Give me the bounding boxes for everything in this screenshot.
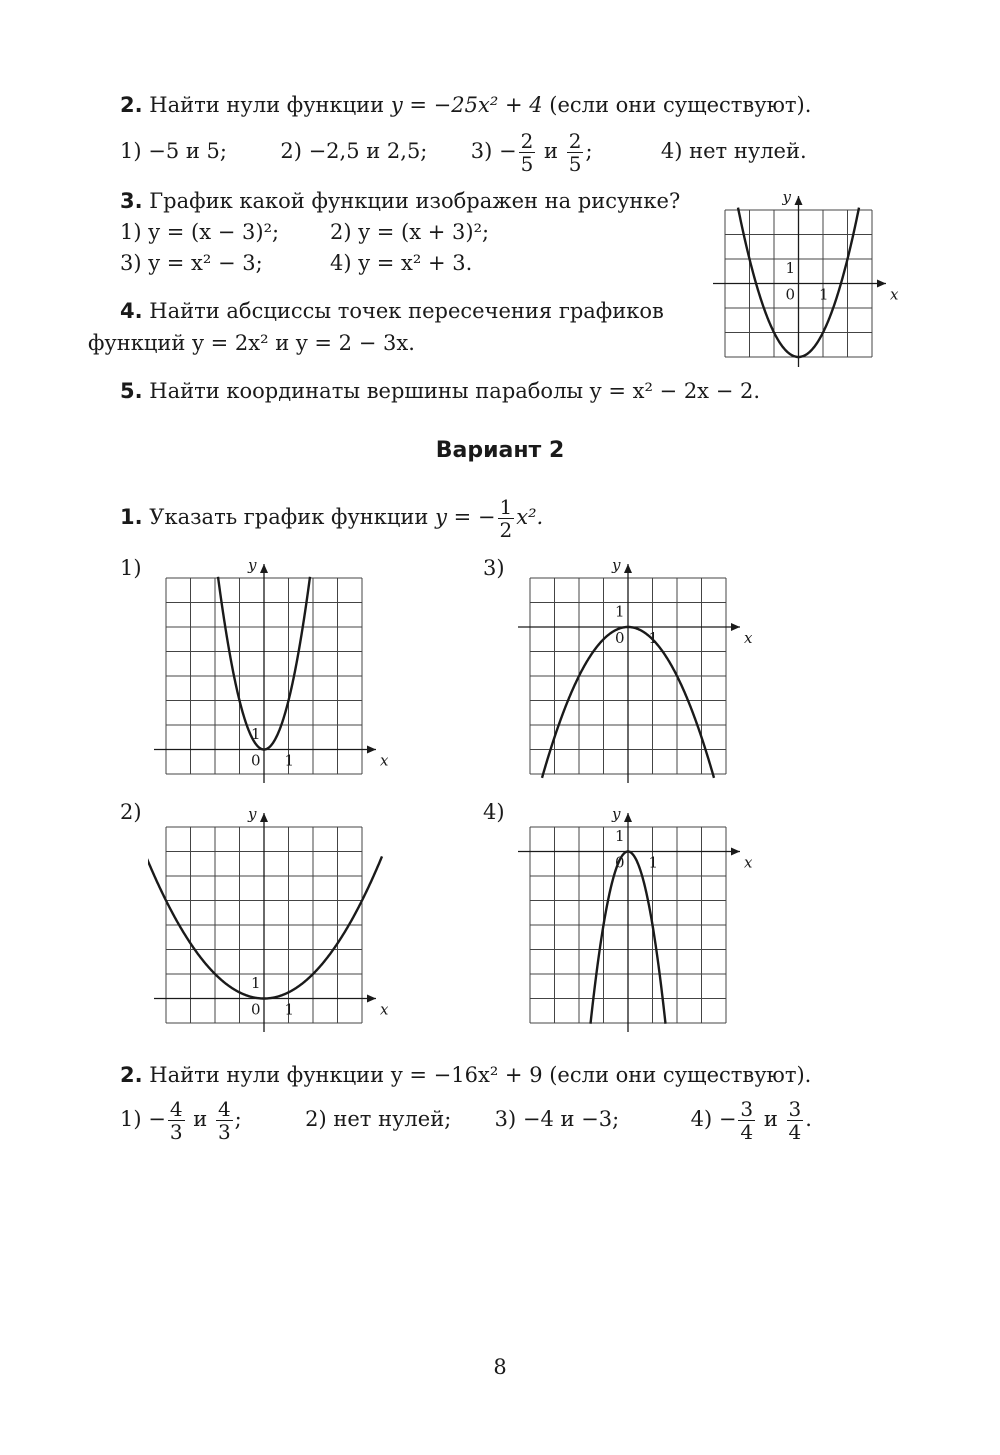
y-axis-label: y <box>248 805 257 823</box>
v2-task2-opt1: 1) − $\frac{4}{3}$ и $\frac{4}{3}$ ; <box>120 1097 242 1144</box>
x-axis-label: x <box>380 751 388 770</box>
v2-option4-graph <box>512 797 752 1032</box>
fraction: $\frac{4}{3}$ <box>169 1097 183 1144</box>
v1-task2-question: 2. Найти нули функции y = −25x² + 4 (если они существуют). <box>120 93 812 117</box>
v1-task2-opt4: 4) нет нулей. <box>660 139 807 163</box>
y-axis-label: y <box>612 805 621 823</box>
y-axis-arrow-icon <box>624 564 632 573</box>
v2-task1-opt2-label: 2) <box>120 800 142 824</box>
x-unit-label: 1 <box>284 751 295 770</box>
fraction: $\frac{4}{3}$ <box>217 1097 231 1144</box>
origin-label: 0 <box>251 1000 261 1019</box>
v2-task2-opt2: 2) нет нулей; <box>305 1107 452 1131</box>
v1-task3-opt3: 3) y = x² − 3; <box>120 251 263 275</box>
x-unit-label: 1 <box>284 1000 295 1019</box>
origin-label: 0 <box>615 629 625 647</box>
v1-task4-question: 4. Найти абсциссы точек пересечения графиков <box>120 299 664 323</box>
variant2-heading: Вариант 2 <box>435 438 565 463</box>
y-axis-label: y <box>612 556 621 574</box>
x-axis-arrow-icon <box>367 995 376 1003</box>
v2-task2-opt3: 3) −4 и −3; <box>494 1107 620 1131</box>
v1-task5-question: 5. Найти координаты вершины параболы y = x² − 2x − 2. <box>120 379 761 403</box>
x-axis-arrow-icon <box>877 280 886 288</box>
v2-task2-question: 2. Найти нули функции y = −16x² + 9 (если они существуют). <box>120 1063 812 1087</box>
x-unit-label: 1 <box>819 285 829 304</box>
y-unit-label: 1 <box>615 827 625 845</box>
y-axis-label: y <box>248 556 257 574</box>
y-unit-label: 1 <box>615 602 625 621</box>
fraction: $\frac{3}{4}$ <box>740 1097 754 1144</box>
v1-task2-opt2: 2) −2,5 и 2,5; <box>280 139 428 163</box>
y-axis-arrow-icon <box>260 564 268 573</box>
v2-task1-opt4-label: 4) <box>483 800 505 824</box>
x-axis-arrow-icon <box>367 746 376 754</box>
v2-task2-opt4: 4) − $\frac{3}{4}$ и $\frac{3}{4}$ . <box>690 1097 812 1144</box>
v2-task1-opt3-label: 3) <box>483 556 505 580</box>
v2-task1-question: 1. Указать график функции y = − $\frac{1}{2}$ x². <box>120 495 544 542</box>
y-unit-label: 1 <box>251 725 261 743</box>
v1-task2-opt1: 1) −5 и 5; <box>120 139 227 163</box>
v2-option3-graph <box>512 548 752 783</box>
y-unit-label: 1 <box>251 974 261 992</box>
fraction: $\frac{2}{5}$ <box>520 129 534 176</box>
parabola-curve <box>148 856 382 998</box>
x-axis-label: x <box>380 1000 388 1019</box>
v1-task3-graph <box>700 168 930 383</box>
v1-task3-opt4: 4) y = x² + 3. <box>330 251 473 275</box>
y-axis-arrow-icon <box>795 196 803 205</box>
page-number: 8 <box>493 1355 507 1379</box>
v1-task3-question: 3. График какой функции изображен на рисунке? <box>120 189 681 213</box>
y-axis-arrow-icon <box>260 813 268 822</box>
origin-label: 0 <box>785 285 796 304</box>
v1-task2-opt3: 3) − $\frac{2}{5}$ и $\frac{2}{5}$ ; <box>470 129 593 176</box>
x-axis-label: x <box>744 629 752 647</box>
x-axis-arrow-icon <box>731 848 740 856</box>
y-unit-label: 1 <box>785 259 796 277</box>
v1-task4-question-cont: функций y = 2x² и y = 2 − 3x. <box>88 331 415 355</box>
x-axis-label: x <box>890 285 899 304</box>
fraction: $\frac{2}{5}$ <box>568 129 582 176</box>
fraction: $\frac{3}{4}$ <box>788 1097 802 1144</box>
v2-option2-graph <box>148 797 388 1032</box>
y-axis-arrow-icon <box>624 813 632 822</box>
v2-task2-options <box>120 1096 812 1152</box>
x-axis-label: x <box>744 853 752 872</box>
origin-label: 0 <box>251 751 261 770</box>
fraction: $\frac{1}{2}$ <box>499 495 513 542</box>
v1-task3-opt1: 1) y = (x − 3)²; <box>120 220 280 244</box>
v2-option1-graph <box>148 548 388 783</box>
x-unit-label: 1 <box>648 853 659 872</box>
y-axis-label: y <box>782 188 791 206</box>
v1-task3-opt2: 2) y = (x + 3)²; <box>330 220 490 244</box>
x-unit-label: 1 <box>648 629 659 647</box>
v2-task1-opt1-label: 1) <box>120 556 142 580</box>
origin-label: 0 <box>615 853 625 872</box>
x-axis-arrow-icon <box>731 623 740 631</box>
